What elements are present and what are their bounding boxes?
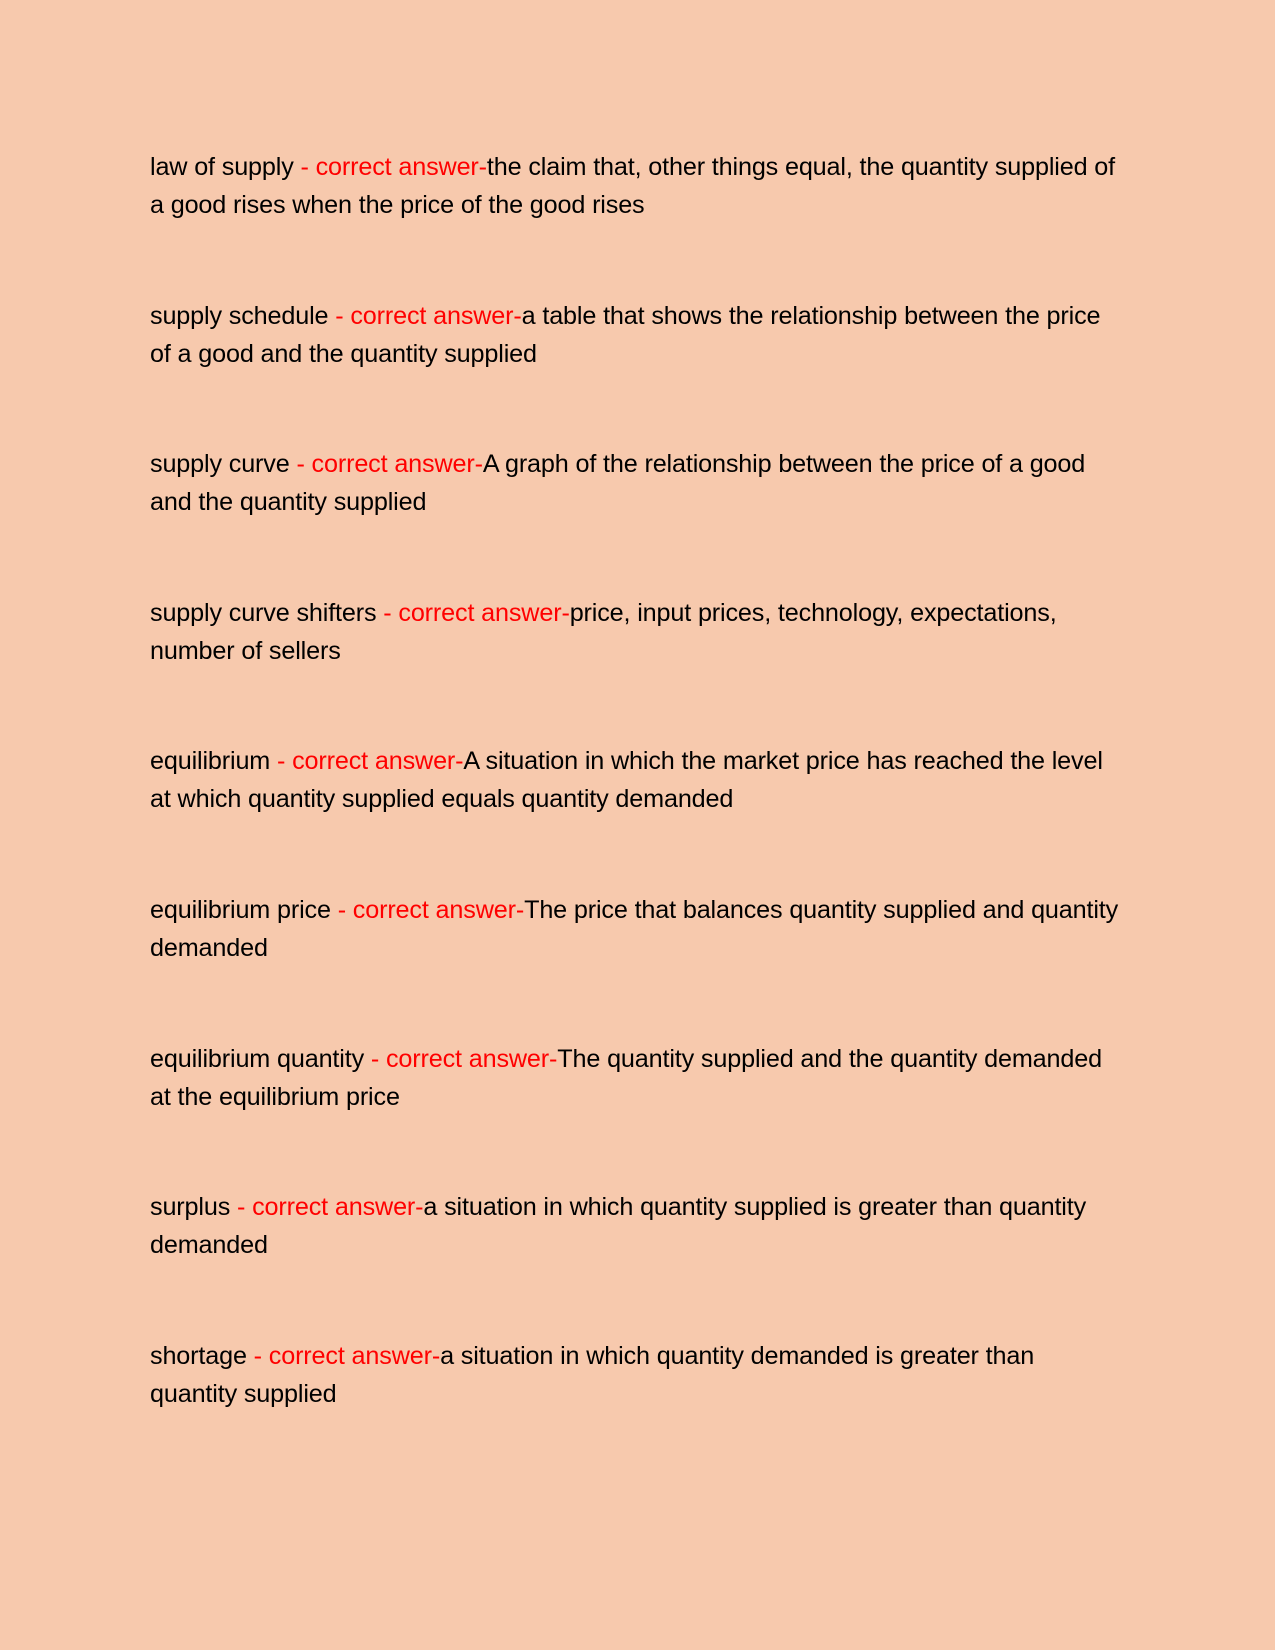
flashcard-entry [150,594,1125,670]
term: shortage [150,1341,247,1370]
answer-separator: - correct answer- [230,1193,424,1222]
definition: price, input prices, technology, expectations, number of sellers [150,598,1057,665]
answer-separator: - correct answer- [293,153,487,181]
flashcard-entry [150,445,1125,521]
definition: A situation in which the market price has reached the level at which quantity supplied equals quantity demanded [150,747,1103,814]
answer-separator: - correct answer- [330,895,525,924]
term: equilibrium price [150,895,331,924]
answer-separator: - correct answer- [270,747,464,776]
term: equilibrium quantity [150,1044,365,1073]
definition: The quantity supplied and the quantity demanded at the equilibrium price [150,1044,1102,1111]
flashcard-entry [150,297,1125,373]
answer-separator: - correct answer- [246,1341,441,1370]
flashcard-entry [150,1188,1125,1264]
term: equilibrium [150,747,271,776]
definition: the claim that, other things equal, the quantity supplied of a good rises when the price of the good rises [150,153,1115,219]
definition: A graph of the relationship between the price of a good and the quantity supplied [150,450,1086,517]
answer-separator: - correct answer- [328,301,522,330]
flashcard-entry [150,148,1125,224]
flashcard-entry [150,1040,1125,1116]
term: surplus [150,1193,231,1222]
answer-separator: - correct answer- [289,450,483,479]
flashcard-list [150,148,1125,1485]
definition: a situation in which quantity supplied is greater than quantity demanded [150,1193,1087,1260]
definition: a table that shows the relationship between the price of a good and the quantity supplied [150,301,1101,368]
term: supply curve shifters [150,598,377,627]
term: supply curve [150,450,290,479]
term: supply schedule [150,301,329,330]
flashcard-entry [150,891,1125,967]
answer-separator: - correct answer- [364,1044,558,1073]
answer-separator: - correct answer- [376,598,570,627]
flashcard-entry [150,742,1125,818]
definition: The price that balances quantity supplied and quantity demanded [150,895,1119,962]
flashcard-entry [150,1337,1125,1413]
term: law of supply [150,153,294,181]
definition: a situation in which quantity demanded is greater than quantity supplied [150,1341,1035,1408]
